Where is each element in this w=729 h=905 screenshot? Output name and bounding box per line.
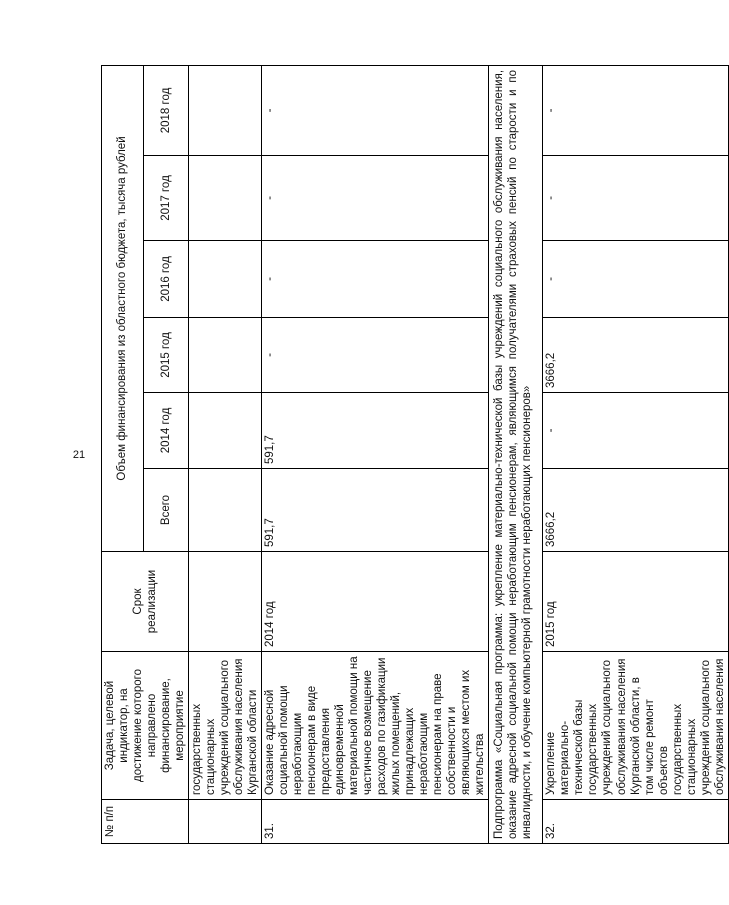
cell-task: Оказание адресной социальной помощи неработающим пенсионерам в виде предоставления единовременной материальной помощи на частичное возмещение расходов по газификации жилых помещений, принадлежащих неработающим пенсионерам на праве собственности и являющихся местом их жительства — [262, 652, 489, 800]
rotated-page-region — [101, 66, 726, 844]
subprogram-row — [489, 65, 543, 843]
header-year-2017: 2017 год — [143, 156, 188, 241]
cell-2014: - — [543, 393, 728, 469]
cell-2018: - — [262, 65, 489, 155]
header-total: Всего — [143, 469, 188, 552]
header-year-2014: 2014 год — [143, 393, 188, 469]
cell-num: 31. — [262, 800, 489, 844]
cell-2016: - — [543, 241, 728, 318]
cell-empty — [189, 552, 262, 652]
cell-2014: 591,7 — [262, 393, 489, 469]
cell-2017: - — [262, 156, 489, 241]
subprogram-title: Подпрограмма «Социальная программа: укрепление материально-технической базы учреждений социального обслуживания населения, оказание адресной социальной помощи неработающим пенсионерам, являющимся получателями страховых пенсий по старости и по инвалидности, и обучение компьютерной грамотности неработающих пенсионеров» — [489, 65, 543, 843]
cell-empty — [189, 393, 262, 469]
table-container — [101, 66, 726, 844]
header-num: № п/п — [102, 800, 189, 844]
cell-total: 591,7 — [262, 469, 489, 552]
cell-2017: - — [543, 156, 728, 241]
cell-num-empty — [189, 800, 262, 844]
cell-term: 2014 год — [262, 552, 489, 652]
header-year-2015: 2015 год — [143, 318, 188, 393]
financing-table — [101, 65, 729, 844]
cell-2018: - — [543, 65, 728, 155]
header-row-1 — [102, 65, 144, 843]
cell-empty — [189, 156, 262, 241]
cell-num: 32. — [543, 800, 728, 844]
cell-total: 3666,2 — [543, 469, 728, 552]
page-number: 21 — [72, 449, 86, 461]
cell-term: 2015 год — [543, 552, 728, 652]
cell-empty — [189, 318, 262, 393]
cell-2015: 3666,2 — [543, 318, 728, 393]
header-term: Срок реализации — [102, 552, 189, 652]
header-year-2018: 2018 год — [143, 65, 188, 155]
table-row-continuation — [189, 65, 262, 843]
cell-task: Укрепление материально-технической базы государственных учреждений социального обслуживания населения Курганской области, в том числе ремонт объектов государственных стационарных учреждений социального обслуживания населения — [543, 652, 728, 800]
cell-empty — [189, 469, 262, 552]
header-volume: Объем финансирования из областного бюджета, тысяча рублей — [102, 65, 144, 551]
cell-empty — [189, 65, 262, 155]
table-row — [543, 65, 728, 843]
header-task: Задача, целевой индикатор, на достижение которого направлено финансирование, мероприятие — [102, 652, 189, 800]
cell-task-continuation: государственных стационарных учреждений социального обслуживания населения Курганской области — [189, 652, 262, 800]
table-row — [262, 65, 489, 843]
cell-empty — [189, 241, 262, 318]
cell-2016: - — [262, 241, 489, 318]
header-year-2016: 2016 год — [143, 241, 188, 318]
cell-2015: - — [262, 318, 489, 393]
